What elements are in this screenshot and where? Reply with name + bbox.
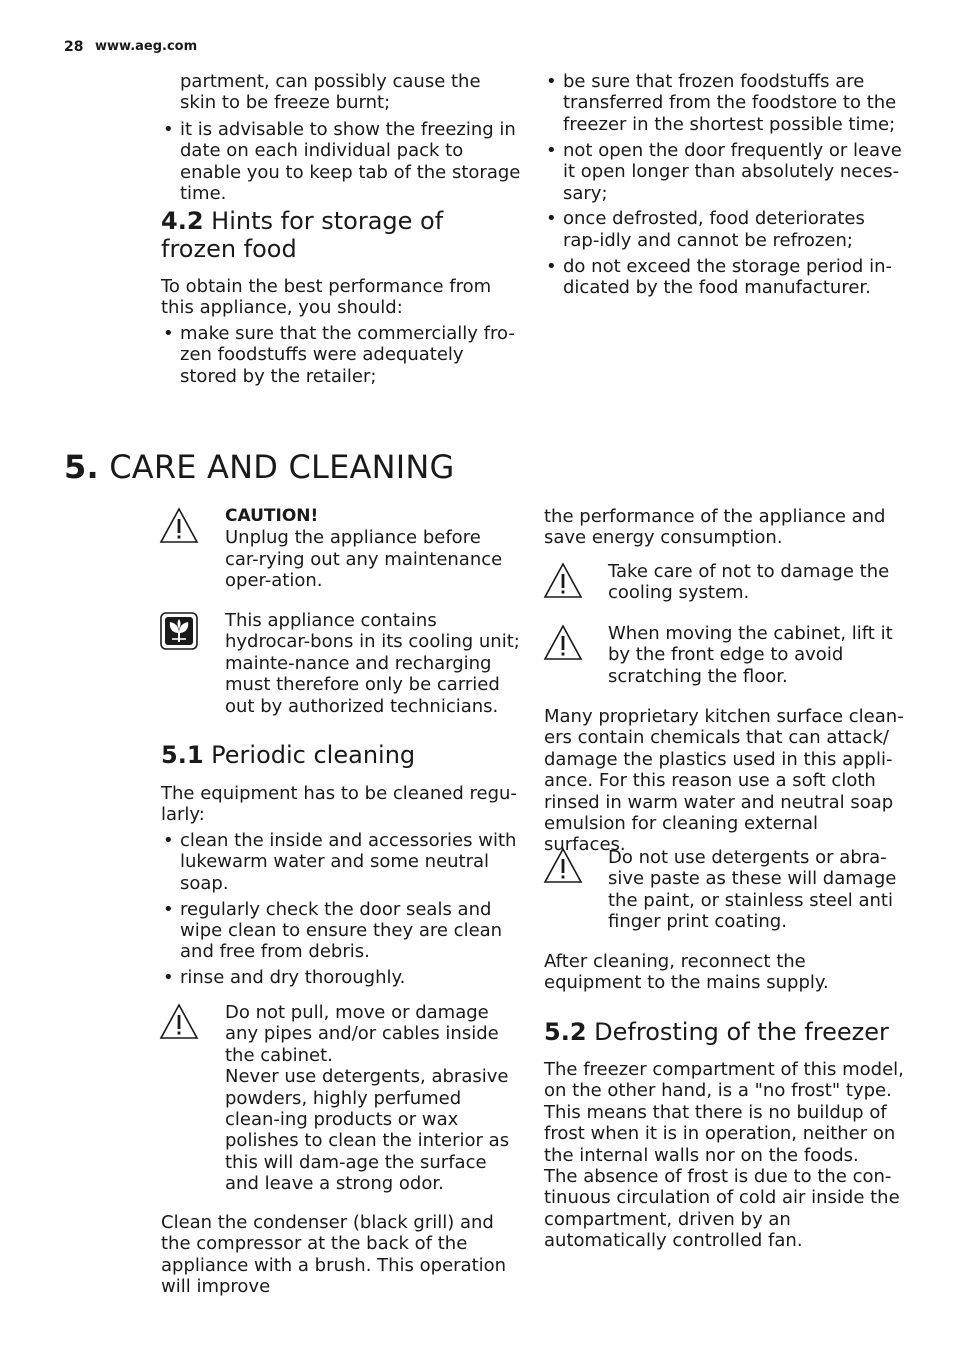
list-item: • be sure that frozen foodstuffs are transferred from the foodstore to the freezer in the shortest possible time; [544, 71, 904, 135]
list-item: • once defrosted, food deteriorates rap-idly and cannot be refrozen; [544, 208, 904, 251]
page-number: 28 [64, 39, 84, 55]
list-item: • clean the inside and accessories with lukewarm water and some neutral soap. [161, 830, 519, 894]
caution-block [225, 506, 520, 592]
warning-triangle-icon [543, 847, 583, 887]
chapter-heading [64, 449, 455, 485]
section-number: 5.1 [161, 741, 204, 769]
section-heading-5-1 [161, 741, 521, 769]
list-item: • not open the door frequently or leave it open longer than absolutely neces-sary; [544, 140, 904, 204]
caution-label: CAUTION! [225, 506, 319, 526]
environment-note: This appliance contains hydrocar-bons in its cooling unit; mainte-nance and recharging must therefore only be carried out by authorized technicians. [225, 610, 520, 717]
list-item: • make sure that the commercially fro-zen foodstuffs were adequately stored by the retailer; [161, 323, 521, 387]
warning-triangle-icon [543, 562, 583, 602]
section-5-2-body [544, 1059, 904, 1252]
right-top-block [544, 71, 904, 303]
warning-block-pipes [225, 1002, 520, 1195]
section-heading-5-2 [544, 1018, 924, 1046]
section-4-2-body [161, 276, 521, 392]
proprietary-cleaners-text: Many proprietary kitchen surface clean-ers contain chemicals that can attack/ damage the plastics used in this appli-ance. For this reason use a soft cloth rinsed in warm water and neutral soap emulsion for cleaning external surfaces. [544, 706, 904, 856]
section-title: Defrosting of the freezer [594, 1018, 889, 1046]
caution-text: Unplug the appliance before car-rying out any maintenance oper-ation. [225, 527, 503, 592]
header-url: www.aeg.com [95, 39, 198, 54]
warning-text: Never use detergents, abrasive powders, highly perfumed clean-ing products or wax polishes to clean the interior as this will dam-age the surface and leave a strong odor. [225, 1066, 510, 1195]
condenser-text: Clean the condenser (black grill) and the compressor at the back of the appliance with a brush. This operation will improve [161, 1212, 507, 1298]
intro-text: The equipment has to be cleaned regu-larly: [161, 783, 517, 826]
section-heading-4-2 [161, 207, 521, 263]
environment-leaf-icon [160, 612, 198, 650]
section-5-1-body [161, 783, 519, 993]
section-number: 5.2 [544, 1018, 587, 1046]
condenser-continued: the performance of the appliance and save energy consumption. [544, 506, 886, 549]
chapter-number: 5. [64, 448, 99, 486]
warning-triangle-icon [159, 1003, 199, 1043]
paragraph: The absence of frost is due to the con-tinuous circulation of cold air inside the compartment, driven by an automatically controlled fan. [544, 1166, 900, 1252]
paragraph: The freezer compartment of this model, on the other hand, is a "no frost" type. This means that there is no buildup of frost when it is in operation, neither on the internal walls nor on the foods. [544, 1059, 904, 1166]
list-item: • do not exceed the storage period in-dicated by the food manufacturer. [544, 256, 904, 299]
warning-text: Do not pull, move or damage any pipes and/or cables inside the cabinet. [225, 1002, 499, 1066]
left-top-block [161, 71, 521, 209]
warning-moving-cabinet: When moving the cabinet, lift it by the front edge to avoid scratching the floor. [608, 623, 893, 687]
list-item: • regularly check the door seals and wipe clean to ensure they are clean and free from debris. [161, 899, 519, 963]
warning-triangle-icon [159, 507, 199, 547]
list-item: • rinse and dry thoroughly. [161, 967, 519, 988]
warning-cooling-system: Take care of not to damage the cooling system. [608, 561, 890, 604]
section-title: Hints for storage of frozen food [161, 207, 444, 263]
after-cleaning-text: After cleaning, reconnect the equipment to the mains supply. [544, 951, 829, 994]
continued-text: partment, can possibly cause the skin to be freeze burnt; [180, 71, 481, 114]
warning-detergents: Do not use detergents or abra-sive paste as these will damage the paint, or stainless steel anti finger print coating. [608, 847, 897, 933]
list-item: • it is advisable to show the freezing in date on each individual pack to enable you to keep tab of the storage time. [161, 119, 521, 205]
intro-text: To obtain the best performance from this appliance, you should: [161, 276, 492, 319]
section-number: 4.2 [161, 207, 204, 235]
section-title: Periodic cleaning [211, 741, 416, 769]
warning-triangle-icon [543, 624, 583, 664]
chapter-title: CARE AND CLEANING [109, 448, 455, 486]
